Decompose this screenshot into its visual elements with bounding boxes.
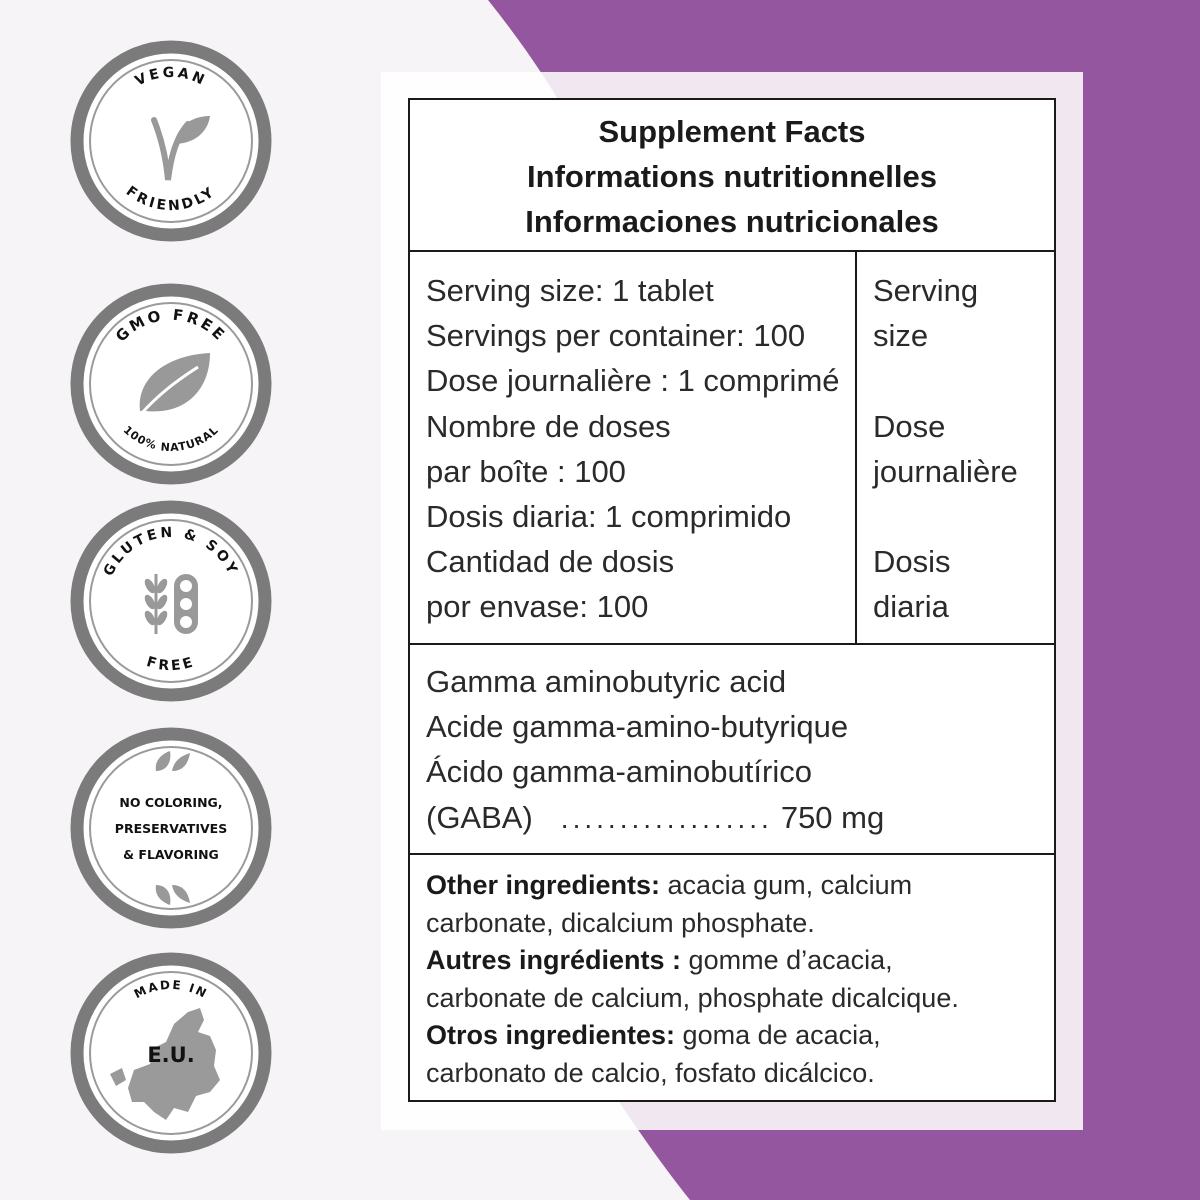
badge-top-text: MADE IN: [131, 977, 211, 1002]
other-line-en-2: carbonate, dicalcium phosphate.: [426, 907, 815, 938]
serving-section: [410, 252, 1054, 645]
badge-top-text: VEGAN: [132, 64, 210, 90]
no-coloring-badge: [70, 727, 272, 929]
other-line-es: [426, 1017, 1054, 1055]
other-line-fr-2: carbonate de calcium, phosphate dicalcique.: [426, 982, 959, 1013]
serving-line: Servings per container: 100: [426, 318, 806, 354]
gluten-soy-free-badge: [70, 500, 272, 702]
supplement-facts-table: [408, 98, 1056, 1102]
serving-line: por envase: 100: [426, 589, 649, 625]
other-text-es: goma de acacia,: [675, 1020, 881, 1050]
facts-title-es: Informaciones nutricionales: [525, 204, 939, 239]
serving-header-line: Dosis: [873, 544, 951, 580]
made-in-eu-badge: [70, 952, 272, 1154]
gmo-free-badge: [70, 283, 272, 485]
serving-line: Dose journalière : 1 comprimé: [426, 363, 840, 399]
other-label-en: Other ingredients:: [426, 870, 661, 900]
serving-line: par boîte : 100: [426, 453, 626, 489]
badge-center-text: E.U.: [147, 1043, 195, 1067]
badge-line-1: NO COLORING,: [119, 795, 223, 810]
serving-line: Dosis diaria: 1 comprimido: [426, 499, 792, 535]
badge-top-text: GLUTEN & SOY: [100, 524, 242, 579]
serving-column-header: [857, 252, 1054, 643]
badge-line-2: PRESERVATIVES: [114, 821, 228, 836]
ingredient-name-en: Gamma aminobutyric acid: [426, 664, 787, 699]
badge-line-3: & FLAVORING: [123, 847, 219, 862]
other-label-es: Otros ingredientes:: [426, 1020, 676, 1050]
other-line-en: [426, 867, 1054, 905]
ingredient-section: [410, 645, 1054, 855]
other-label-fr: Autres ingrédients :: [426, 945, 682, 975]
ingredient-abbr: (GABA): [426, 799, 533, 835]
serving-header-line: Serving: [873, 273, 979, 308]
other-text-fr: gomme d’acacia,: [681, 945, 893, 975]
badge-bottom-text: 100% NATURAL: [120, 423, 222, 455]
badge-bottom-text: FREE: [144, 654, 198, 675]
serving-line: Serving size: 1 tablet: [426, 273, 714, 308]
other-line-fr: [426, 942, 1054, 980]
serving-header-line: diaria: [873, 589, 949, 625]
serving-line: Nombre de doses: [426, 408, 671, 444]
ingredient-amount: 750 mg: [780, 799, 885, 835]
facts-header: [410, 100, 1054, 252]
serving-header-line: size: [873, 318, 929, 354]
serving-header-line: journalière: [873, 453, 1018, 489]
ingredient-amount-row: [426, 795, 1054, 841]
serving-line: Cantidad de dosis: [426, 544, 675, 580]
serving-header-line: Dose: [873, 408, 946, 444]
other-line-es-2: carbonato de calcio, fosfato dicálcico.: [426, 1057, 875, 1088]
badge-bottom-text: FRIENDLY: [122, 183, 220, 215]
facts-title-fr: Informations nutritionnelles: [527, 159, 937, 194]
ingredient-name-fr: Acide gamma-amino-butyrique: [426, 709, 849, 745]
ingredient-name-es: Ácido gamma-aminobutírico: [426, 754, 812, 790]
badge-top-text: GMO FREE: [112, 305, 231, 346]
vegan-friendly-badge: [70, 40, 272, 242]
leader-dots: ..................: [560, 802, 773, 834]
facts-title-en: Supplement Facts: [598, 114, 866, 149]
other-ingredients-section: [410, 855, 1054, 1092]
other-text-en: acacia gum, calcium: [660, 870, 913, 900]
serving-info: [410, 252, 857, 643]
